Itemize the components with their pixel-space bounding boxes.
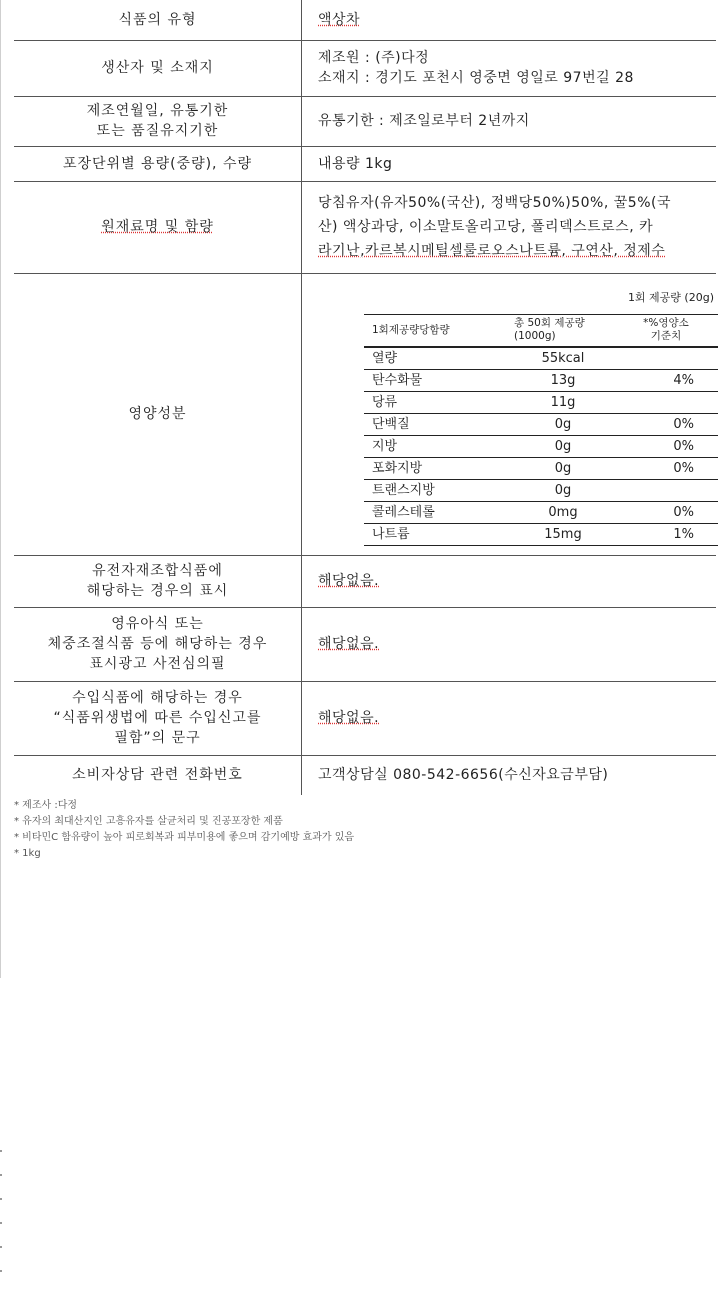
label-text: 제조연월일, 유통기한 xyxy=(86,103,229,119)
label-nutrition xyxy=(14,273,302,555)
ingredients-line: 산) 액상과당, 이소말토올리고당, 폴리덱스트로스, 카 xyxy=(318,219,654,235)
label-gmo xyxy=(14,555,302,607)
label-text: 원재료명 및 함량 xyxy=(101,219,214,235)
ingredients-line: 당침유자(유자50%(국산), 정백당50%)50%, 꿀5%(국 xyxy=(318,195,671,211)
label-text: 유전자재조합식품에 xyxy=(92,563,223,579)
nutrient-pct: 0% xyxy=(614,414,718,436)
value-text: 유통기한 : 제조일로부터 2년까지 xyxy=(318,113,530,129)
nutrition-row xyxy=(364,436,718,458)
row-infant-diet-food xyxy=(14,607,716,681)
nutrient-amount: 55kcal xyxy=(512,347,614,370)
label-text: 표시광고 사전심의필 xyxy=(89,656,226,672)
row-nutrition xyxy=(14,273,716,555)
nutrient-amount: 15mg xyxy=(512,524,614,546)
label-food-type xyxy=(14,0,302,40)
row-producer xyxy=(14,40,716,96)
nutrition-row xyxy=(364,480,718,502)
nutrition-header-total: 총 50회 제공량(1000g) xyxy=(512,315,614,348)
value-nutrition xyxy=(302,273,717,555)
footnote: * 제조사 :다정 xyxy=(14,800,78,811)
nutrient-amount: 0mg xyxy=(512,502,614,524)
nutrition-box xyxy=(302,274,716,554)
value-producer xyxy=(302,40,717,96)
serving-size: 1회 제공량 (20g) xyxy=(627,291,714,304)
nutrient-pct xyxy=(614,347,718,370)
nutrient-pct: 0% xyxy=(614,436,718,458)
nutrition-row xyxy=(364,458,718,480)
phone-text: 고객상담실 080-542-6656(수신자요금부담) xyxy=(318,767,609,784)
label-text: “식품위생법에 따른 수입신고를 xyxy=(53,710,262,726)
left-edge-dots xyxy=(0,1150,2,1280)
label-ingredients xyxy=(14,181,302,273)
nutrient-pct: 4% xyxy=(614,370,718,392)
nutrient-name: 당류 xyxy=(364,392,512,414)
nutrition-row xyxy=(364,524,718,546)
label-text: 수입식품에 해당하는 경우 xyxy=(72,690,243,706)
nutrition-row xyxy=(364,414,718,436)
nutrient-pct xyxy=(614,480,718,502)
left-edge-line xyxy=(0,0,1,978)
nutrient-name: 트랜스지방 xyxy=(364,480,512,502)
nutrient-name: 나트륨 xyxy=(364,524,512,546)
nutrient-name: 단백질 xyxy=(364,414,512,436)
nutrient-name: 지방 xyxy=(364,436,512,458)
value-text: 해당없음. xyxy=(318,636,380,652)
value-imported-food xyxy=(302,681,717,755)
nutrition-table xyxy=(364,314,718,546)
address-text: 소재지 : 경기도 포천시 영중면 영일로 97번길 28 xyxy=(318,70,634,86)
label-text: 필함”의 문구 xyxy=(114,730,201,746)
label-infant-diet-food xyxy=(14,607,302,681)
nutrition-row xyxy=(364,392,718,414)
nutrition-header-row xyxy=(364,315,718,348)
nutrient-amount: 11g xyxy=(512,392,614,414)
nutrient-amount: 13g xyxy=(512,370,614,392)
nutrient-amount: 0g xyxy=(512,436,614,458)
value-gmo xyxy=(302,555,717,607)
footnote: * 비타민C 함유량이 높아 피로회복과 피부미용에 좋으며 감기예방 효과가 있음 xyxy=(14,832,355,843)
label-text: 영유아식 또는 xyxy=(111,616,204,632)
value-text: 해당없음. xyxy=(318,573,380,589)
value-expiry xyxy=(302,96,717,146)
value-package-volume xyxy=(302,146,717,181)
ingredients-line: 라기난,카르복시메틸셀룰로오스나트륨, 구연산, 정제수 xyxy=(318,243,666,259)
label-expiry xyxy=(14,96,302,146)
label-text: 영양성분 xyxy=(128,406,187,422)
label-text: 생산자 및 소재지 xyxy=(101,60,214,76)
label-text: 포장단위별 용량(중량), 수량 xyxy=(62,155,253,172)
label-imported-food xyxy=(14,681,302,755)
header-text: *%영양소 xyxy=(643,317,689,329)
row-package-volume xyxy=(14,146,716,181)
label-text: 체중조절식품 등에 해당하는 경우 xyxy=(47,636,268,652)
value-food-type xyxy=(302,0,717,40)
label-text: 또는 품질유지기한 xyxy=(96,123,219,139)
value-consumer-phone xyxy=(302,755,717,795)
footnotes xyxy=(14,798,354,862)
row-consumer-phone xyxy=(14,755,716,795)
nutrition-header-per-serving: 1회제공량당함량 xyxy=(364,315,512,348)
product-info-table xyxy=(14,0,716,795)
footnote: * 유자의 최대산지인 고흥유자를 살균처리 및 진공포장한 제품 xyxy=(14,816,283,827)
nutrient-amount: 0g xyxy=(512,458,614,480)
nutrition-row xyxy=(364,347,718,370)
nutrient-pct xyxy=(614,392,718,414)
manufacturer-text: 제조원 : (주)다정 xyxy=(318,50,430,66)
label-producer xyxy=(14,40,302,96)
row-ingredients xyxy=(14,181,716,273)
label-package-volume xyxy=(14,146,302,181)
label-consumer-phone xyxy=(14,755,302,795)
nutrient-name: 탄수화물 xyxy=(364,370,512,392)
label-text: 소비자상담 관련 전화번호 xyxy=(72,767,243,784)
nutrient-pct: 1% xyxy=(614,524,718,546)
nutrient-amount: 0g xyxy=(512,480,614,502)
value-infant-diet-food xyxy=(302,607,717,681)
nutrient-pct: 0% xyxy=(614,502,718,524)
label-text: 해당하는 경우의 표시 xyxy=(86,583,229,599)
value-text: 해당없음. xyxy=(318,710,380,726)
nutrient-name: 콜레스테롤 xyxy=(364,502,512,524)
nutrient-pct: 0% xyxy=(614,458,718,480)
row-imported-food xyxy=(14,681,716,755)
nutrition-header-daily-value xyxy=(614,315,718,348)
nutrient-amount: 0g xyxy=(512,414,614,436)
row-expiry xyxy=(14,96,716,146)
product-info-table-wrapper xyxy=(14,0,716,795)
row-gmo xyxy=(14,555,716,607)
footnote: * 1kg xyxy=(14,848,41,859)
row-food-type xyxy=(14,0,716,40)
value-ingredients xyxy=(302,181,717,273)
header-text: 기준치 xyxy=(650,330,682,342)
nutrient-name: 포화지방 xyxy=(364,458,512,480)
value-text: 내용량 1kg xyxy=(318,155,393,172)
nutrient-name: 열량 xyxy=(364,347,512,370)
nutrition-row xyxy=(364,370,718,392)
value-text: 액상차 xyxy=(318,11,361,28)
nutrition-row xyxy=(364,502,718,524)
label-text: 식품의 유형 xyxy=(118,11,197,28)
